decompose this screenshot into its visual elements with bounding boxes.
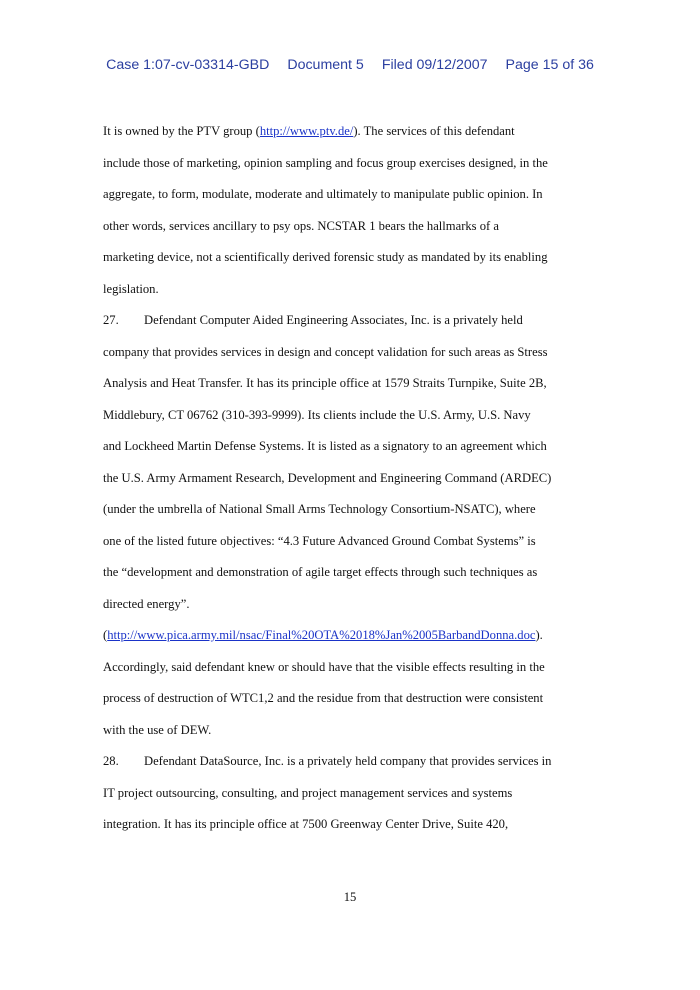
text-line: process of destruction of WTC1,2 and the residue from that destruction were consistent [103, 691, 544, 705]
text-line: Accordingly, said defendant knew or should have that the visible effects resulting in the [103, 659, 545, 674]
text-line: one of the listed future objectives: “4.3 Future Advanced Ground Combat Systems” is [103, 533, 536, 548]
filing-header [0, 57, 700, 73]
ptv-link[interactable]: http://www.ptv.de/ [259, 124, 354, 138]
text-line: (http://www.pica.army.mil/nsac/Final%20OTA%2018%Jan%2005BarbandDonna.doc). [103, 628, 543, 642]
page-number: 15 [343, 890, 357, 904]
text-line: marketing device, not a scientifically derived forensic study as mandated by its enabling [103, 250, 548, 264]
text-line: the “development and demonstration of agile target effects through such techniques as [103, 565, 538, 579]
filed-date: Filed 09/12/2007 [381, 57, 488, 73]
paragraph-number: 27. [103, 313, 119, 327]
text-line: Middlebury, CT 06762 (310-393-9999). Its clients include the U.S. Army, U.S. Navy [103, 407, 531, 422]
text-line: aggregate, to form, modulate, moderate and ultimately to manipulate public opinion. In [103, 187, 543, 201]
text-line: integration. It has its principle office at 7500 Greenway Center Drive, Suite 420, [103, 817, 509, 831]
text-line: (under the umbrella of National Small Arms Technology Consortium-NSATC), where [103, 502, 536, 516]
text-line: legislation. [103, 281, 159, 296]
text-line: Analysis and Heat Transfer. It has its principle office at 1579 Straits Turnpike, Suite 2B, [103, 376, 547, 390]
document-number: Document 5 [287, 57, 364, 73]
text-line: directed energy”. [103, 596, 190, 611]
text-line: include those of marketing, opinion sampling and focus group exercises designed, in the [103, 155, 548, 170]
text-line: It is owned by the PTV group (http://www.ptv.de/). The services of this defendant [103, 124, 515, 138]
text-line: company that provides services in design and concept validation for such areas as Stress [103, 344, 548, 359]
paragraph-number: 28. [103, 754, 119, 768]
text-line: other words, services ancillary to psy ops. NCSTAR 1 bears the hallmarks of a [103, 218, 499, 233]
text-line: IT project outsourcing, consulting, and project management services and systems [103, 785, 513, 800]
text-line: 28. Defendant DataSource, Inc. is a privately held company that provides services in [103, 746, 603, 778]
text-line: 27. Defendant Computer Aided Engineering Associates, Inc. is a privately held [103, 305, 603, 337]
text-line: the U.S. Army Armament Research, Development and Engineering Command (ARDEC) [103, 470, 552, 485]
text-line: with the use of DEW. [103, 722, 212, 737]
document-body [103, 116, 603, 841]
case-number: Case 1:07-cv-03314-GBD [106, 57, 270, 73]
page-count: Page 15 of 36 [505, 57, 594, 73]
pica-army-link[interactable]: http://www.pica.army.mil/nsac/Final%20OTA%2018%Jan%2005BarbandDonna.doc [107, 628, 536, 642]
text-line: and Lockheed Martin Defense Systems. It is listed as a signatory to an agreement which [103, 439, 547, 453]
